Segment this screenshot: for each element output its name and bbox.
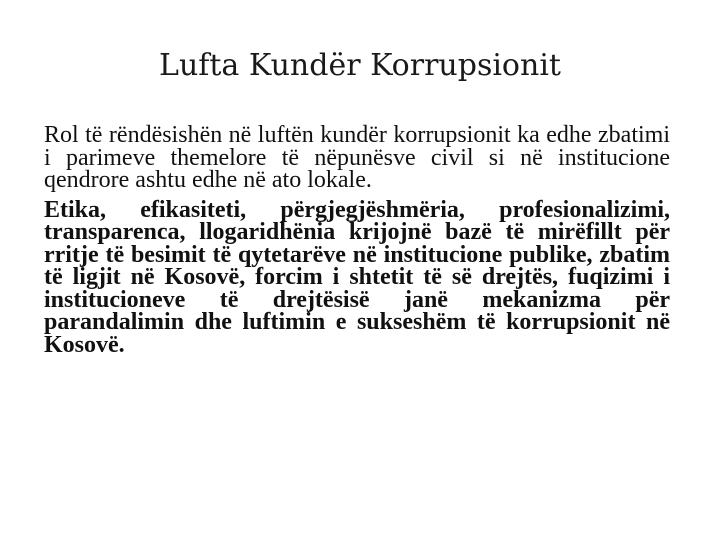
paragraph-roles: Rol të rëndësishën në luftën kundër korrupsionit ka edhe zbatimi i parimeve themelore të nëpunësve civil si në institucione qendrore ashtu edhe në ato lokale. bbox=[44, 122, 670, 193]
slide-title: Lufta Kundër Korrupsionit bbox=[159, 48, 561, 83]
slide-body bbox=[44, 124, 670, 363]
paragraph-principles: Etika, efikasiteti, përgjegjëshmëria, profesionalizimi, transparenca, llogaridhënia krijojnë bazë të mirëfillt për rritje të besimit të qytetarëve në institucione publike, zbatim të ligjit në Kosovë, forcim i shtetit të së drejtës, fuqizimi i institucioneve të drejtësisë janë mekanizma për parandalimin dhe luftimin e sukseshëm të korrupsionit në Kosovë. bbox=[44, 196, 670, 358]
